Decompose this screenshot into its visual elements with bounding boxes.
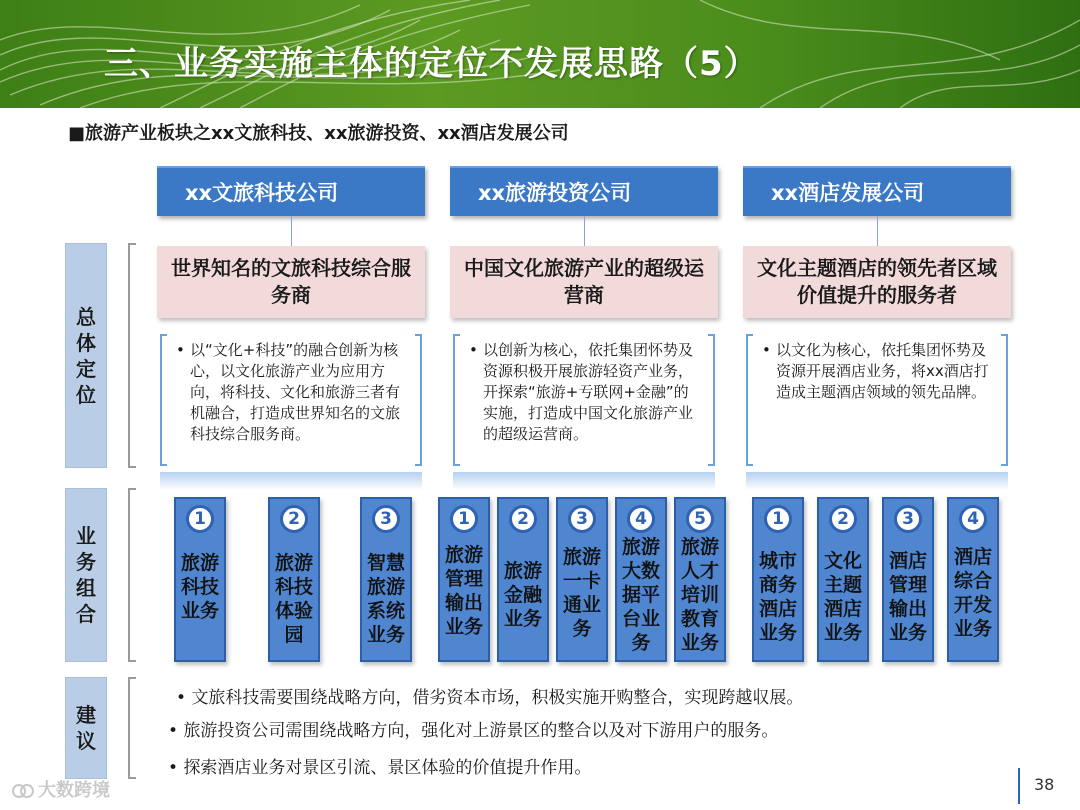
number-badge: 3 xyxy=(372,505,400,533)
number-badge: 4 xyxy=(959,505,987,533)
business-tile xyxy=(556,497,608,662)
row-bracket xyxy=(128,488,136,662)
watermark-logo-icon xyxy=(12,782,34,800)
business-label: 旅游人才培训教育业务 xyxy=(680,536,719,654)
business-tile xyxy=(438,497,490,662)
business-tile xyxy=(817,497,869,662)
number-badge: 3 xyxy=(894,505,922,533)
decorative-glow xyxy=(160,472,422,490)
business-label: 旅游科技体验园 xyxy=(274,552,313,646)
business-tile xyxy=(360,497,412,662)
header-banner xyxy=(0,0,1080,108)
business-label: 智慧旅游系统业务 xyxy=(366,552,405,646)
position-statement-invest: 中国文化旅游产业的超级运营商 xyxy=(450,246,718,318)
page-number-divider xyxy=(1018,768,1020,804)
watermark: 大数跨境 xyxy=(12,776,110,802)
business-label: 旅游管理输出业务 xyxy=(444,544,483,638)
row-label-suggestion: 建议 xyxy=(65,677,107,779)
description-text: 以“文化+科技”的融合创新为核心，以文化旅游产业为应用方向，将科技、文化和旅游三者有机融合，打造成世界知名的文旅科技综合服务商。 xyxy=(190,341,401,443)
decorative-glow xyxy=(453,472,715,490)
business-label: 旅游科技业务 xyxy=(180,552,219,622)
business-label: 旅游一卡通业务 xyxy=(562,546,601,640)
number-badge: 5 xyxy=(686,505,714,533)
row-label-positioning: 总体定位 xyxy=(65,243,107,468)
description-hotel xyxy=(746,334,1008,466)
number-badge: 4 xyxy=(627,505,655,533)
business-label: 旅游大数据平台业务 xyxy=(621,536,660,654)
page-number: 38 xyxy=(1034,775,1055,794)
company-header-tech xyxy=(157,166,425,216)
business-label: 酒店综合开发业务 xyxy=(953,546,992,640)
description-text: 以文化为核心，依托集团怀势及资源开展酒店业务，将xx酒店打造成主题酒店领域的领先品牌。 xyxy=(776,341,989,401)
company-name: xx旅游投资公司 xyxy=(478,181,632,205)
row-label-business: 业务组合 xyxy=(65,488,107,662)
number-badge: 2 xyxy=(829,505,857,533)
number-badge: 3 xyxy=(568,505,596,533)
business-tile xyxy=(674,497,726,662)
business-label: 城市商务酒店业务 xyxy=(758,550,797,644)
business-tile xyxy=(174,497,226,662)
connector-line xyxy=(877,216,878,246)
number-badge: 1 xyxy=(764,505,792,533)
description-text: 以创新为核心，依托集团怀势及资源积极开展旅游轻资产业务，开探索“旅游+亐联网+金融”的实施，打造成中国文化旅游产业的超级运营商。 xyxy=(483,341,694,443)
suggestion-item: • 探索酒店业务对景区引流、景区体验的价值提升作用。 xyxy=(168,758,592,778)
business-tile xyxy=(615,497,667,662)
decorative-glow xyxy=(746,472,1008,490)
position-statement-tech: 世界知名的文旅科技综合服务商 xyxy=(157,246,425,318)
bullet: • xyxy=(469,341,478,359)
suggestion-item: • 文旅科技需要围绕战略方向，借劣资本市场，积极实施开购整合，实现跨越収展。 xyxy=(176,688,804,708)
suggestion-item: • 旅游投资公司需围绕战略方向，强化对上游景区的整合以及对下游用户的服务。 xyxy=(168,721,779,741)
page-title: 三、业务实施主体的定位不发展思路（5） xyxy=(104,44,759,84)
number-badge: 1 xyxy=(186,505,214,533)
bullet: • xyxy=(762,341,771,359)
company-name: xx文旅科技公司 xyxy=(185,181,339,205)
section-subtitle: ■旅游产业板块之xx文旅科技、xx旅游投资、xx酒店发展公司 xyxy=(68,123,569,144)
business-tile xyxy=(497,497,549,662)
description-tech xyxy=(160,334,422,466)
number-badge: 2 xyxy=(280,505,308,533)
business-tile xyxy=(947,497,999,662)
company-name: xx酒店发展公司 xyxy=(771,181,925,205)
business-label: 旅游金融业务 xyxy=(503,560,542,630)
row-bracket xyxy=(128,243,136,468)
bullet: • xyxy=(176,341,185,359)
position-statement-hotel: 文化主题酒店的领先者区域价值提升的服务者 xyxy=(743,246,1011,318)
business-tile xyxy=(268,497,320,662)
business-label: 文化主题酒店业务 xyxy=(823,550,862,644)
number-badge: 2 xyxy=(509,505,537,533)
connector-line xyxy=(291,216,292,246)
description-invest xyxy=(453,334,715,466)
connector-line xyxy=(584,216,585,246)
business-tile xyxy=(752,497,804,662)
business-tile xyxy=(882,497,934,662)
business-label: 酒店管理输出业务 xyxy=(888,550,927,644)
row-bracket xyxy=(128,677,136,779)
number-badge: 1 xyxy=(450,505,478,533)
company-header-hotel xyxy=(743,166,1011,216)
company-header-invest xyxy=(450,166,718,216)
